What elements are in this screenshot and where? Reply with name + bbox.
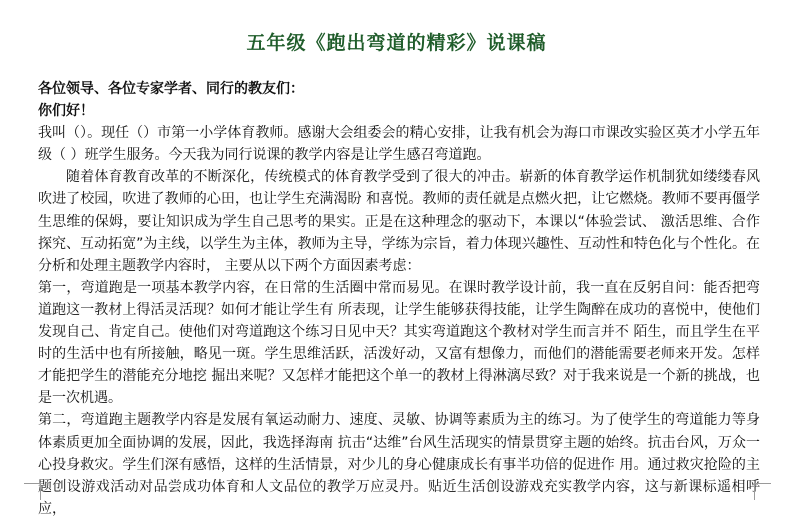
document-body <box>38 78 760 520</box>
document-title: 五年级《跑出弯道的精彩》说课稿 <box>246 32 547 54</box>
salutation: 各位领导、各位专家学者、同行的教友们： <box>38 81 304 97</box>
page-corner-mark-left <box>24 483 41 500</box>
page-corner-mark-right <box>754 483 771 500</box>
paragraph-first-point: 第一，弯道跑是一项基本教学内容，在日常的生活圈中常而易见。在课时教学设计前，我一直在反躬自问：能否把弯道跑这一教材上得活灵活现？如何才能让学生有 所表现，让学生能够获得技能，让学生陶醉在成功的喜悦中，使他们发现自己、肯定自己。使他们对弯道跑这个练习日见中天？其实弯道跑这个教材对学生而言并不 陌生，而且学生在平时的生活中也有所接触，略见一斑。学生思维活跃，活泼好动，又富有想像力，而他们的潜能需要老师来开发。怎样才能把学生的潜能充分地挖 掘出来呢？又怎样才能把这个单一的教材上得淋漓尽致？对于我来说是一个新的挑战，也是一次机遇。 <box>38 279 760 407</box>
greeting: 你们好！ <box>38 103 94 120</box>
paragraph-intro: 我叫（）。现任（）市第一小学体育教师。感谢大会组委会的精心安排，让我有机会为海口市课改实验区英才小学五年级（ ）班学生服务。今天我为同行说课的教学内容是让学生感召弯道跑。 <box>38 125 760 164</box>
paragraph-second-point: 第二，弯道跑主题教学内容是发展有氧运动耐力、速度、灵敏、协调等素质为主的练习。为了使学生的弯道能力等身体素质更加全面协调的发展，因此，我选择海南 抗击“达维”台风生活现实的情景贯穿主题的始终。抗击台风，万众一心投身救灾。学生们深有感悟，这样的生活情景，对少儿的身心健康成长有事半功倍的促进作 用。通过救灾抢险的主题创设游戏活动对品尝成功体育和人文品位的教学万应灵丹。贴近生活创设游戏充实教学内容，这与新课标遥相呼应， <box>38 412 760 517</box>
paragraph-background: 随着体育教育改革的不断深化，传统模式的体育教学受到了很大的冲击。崭新的体育教学运作机制犹如缕缕春风吹进了校园，吹进了教师的心田，也让学生充满渴盼 和喜悦。教师的责任就是点燃火把，让它燃烧。教师不要再僵学生思维的保姆，要让知识成为学生自己思考的果实。正是在这种理念的驱动下，本课以“体验尝试、 激活思维、合作探究、互动拓宽”为主线，以学生为主体，教师为主导，学练为宗旨，着力体现兴趣性、互动性和特色化与个性化。在分析和处理主题教学内容时， 主要从以下两个方面因素考虑： <box>38 169 760 274</box>
